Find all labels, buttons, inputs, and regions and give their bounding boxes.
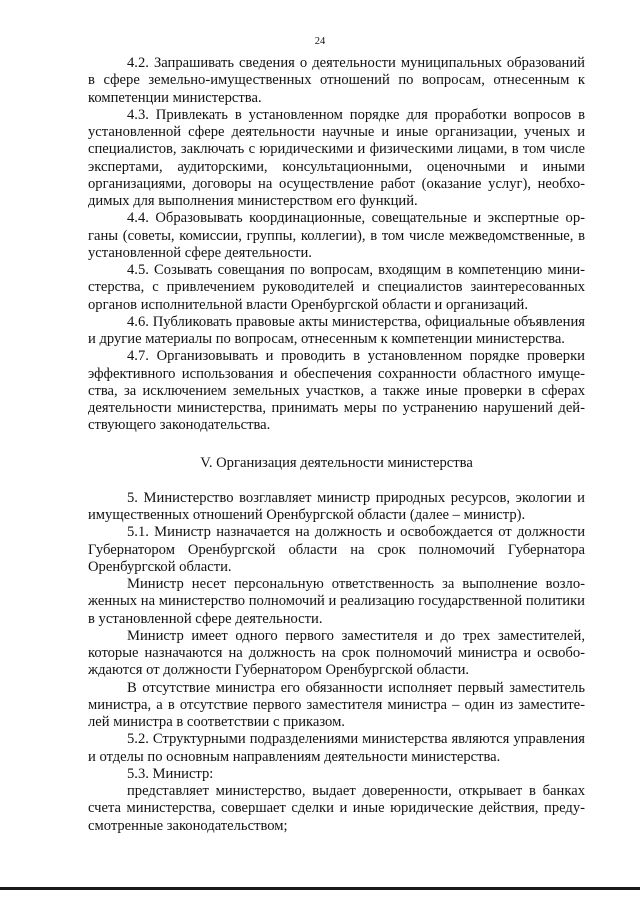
paragraph-minister-represents: представляет министерство, выдает доверенности, открывает в банках счета министерства, совершает сделки и иные юридические действия, предусмотренные законодательством; [88, 783, 585, 834]
bottom-rule [0, 887, 640, 890]
paragraph-4-5: 4.5. Созывать совещания по вопросам, входящим в компетенцию министерства, с привлечением руководителей и специалистов заинтересованных органов исполнительной власти Оренбургской области и организаций. [88, 262, 585, 313]
paragraph-5-1: 5.1. Министр назначается на должность и освобождается от должности Губернатором Оренбургской области на срок полномочий Губернатора Оренбургской области. [88, 524, 585, 575]
page-number: 24 [314, 36, 326, 47]
paragraph-5-3: 5.3. Министр: [127, 765, 214, 782]
paragraph-4-6: 4.6. Публиковать правовые акты министерства, официальные объявления и другие материалы по вопросам, отнесенным к компетенции министерства. [88, 313, 585, 347]
paragraph-4-2: 4.2. Запрашивать сведения о деятельности муниципальных образований в сфере земельно-имущественных отношений по вопросам, отнесенным к компетенции министерства. [88, 55, 585, 106]
paragraph-minister-absence: В отсутствие министра его обязанности исполняет первый заместитель министра, а в отсутствие первого заместителя министра – один из заместителей министра в соответствии с приказом. [88, 679, 585, 730]
paragraph-minister-responsibility: Министр несет персональную ответственность за выполнение возложенных на министерство полномочий и реализацию государственной политики в установленной сфере деятельности. [88, 576, 585, 627]
paragraph-4-7: 4.7. Организовывать и проводить в установленном порядке проверки эффективного использования и обеспечения сохранности областного имущества, за исключением земельных участков, а также иные проверки в сферах деятельности министерства, принимать меры по устранению нарушений действующего законодательства. [88, 348, 585, 434]
paragraph-minister-deputies: Министр имеет одного первого заместителя и до трех заместителей, которые назначаются на должность на срок полномочий министра и освобождаются от должности Губернатором Оренбургской области. [88, 627, 585, 679]
paragraph-5: 5. Министерство возглавляет министр природных ресурсов, экологии и имущественных отношений Оренбургской области (далее – министр). [88, 489, 585, 523]
document-body [88, 55, 585, 835]
paragraph-5-2: 5.2. Структурными подразделениями министерства являются управления и отделы по основным направлениям деятельности министерства. [88, 731, 585, 765]
section-heading: V. Организация деятельности министерства [200, 454, 473, 471]
paragraph-4-3: 4.3. Привлекать в установленном порядке для проработки вопросов в установленной сфере деятельности научные и иные организации, ученых и специалистов, заключать с юридическими и физическими лицами, в том числе экспертами, аудиторскими, консультационными, оценочными и иными организациями, договоры на осуществление работ (оказание услуг), необходимых для выполнения министерством его функций. [88, 106, 585, 209]
paragraph-4-4: 4.4. Образовывать координационные, совещательные и экспертные органы (советы, комиссии, группы, коллегии), в том числе межведомственные, в установленной сфере деятельности. [88, 210, 585, 261]
